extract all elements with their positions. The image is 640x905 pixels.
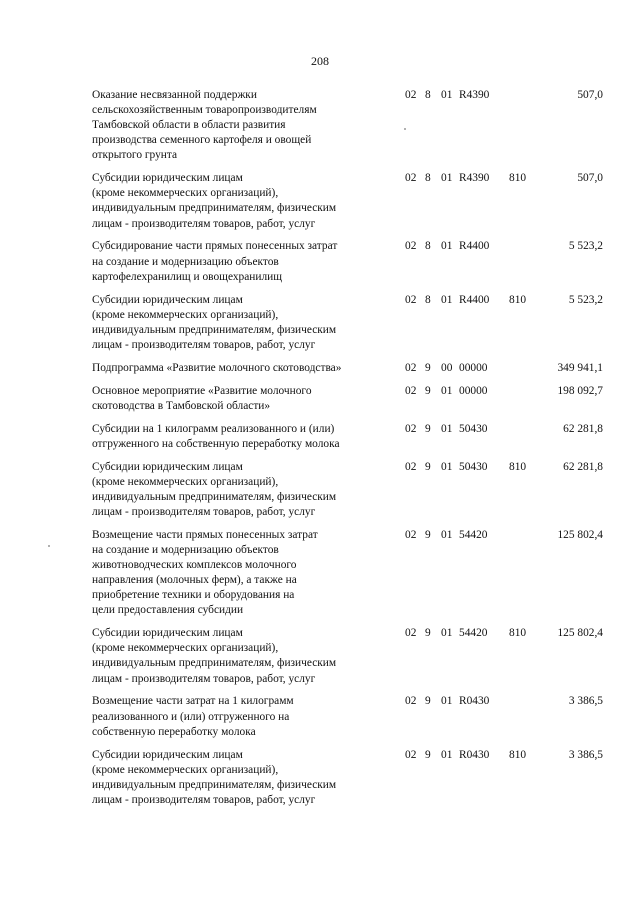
row-name-line: на создание и модернизацию объектов [92,255,279,268]
budget-row [0,694,640,747]
amount: 5 523,2 [568,240,603,253]
code-program: 02 [405,384,417,397]
row-name-line: Подпрограмма «Развитие молочного скотоводства» [92,361,342,374]
amount: 125 802,4 [557,528,603,541]
row-name-line: собственную переработку молока [92,725,256,738]
budget-row [0,361,640,384]
amount: 3 386,5 [568,748,603,761]
amount: 507,0 [577,89,603,101]
code-direction: R4390 [459,89,490,101]
code-subprogram: 9 [425,627,431,640]
code-subprogram: 9 [425,748,431,761]
amount: 507,0 [577,172,603,185]
code-direction: 50430 [459,460,488,473]
scan-speck [404,128,406,130]
code-program: 02 [405,695,417,708]
code-direction: R0430 [459,695,490,708]
amount: 125 802,4 [557,627,603,640]
page-number: 208 [311,54,329,68]
code-activity: 01 [441,460,453,473]
row-name-line: (кроме некоммерческих организаций), [92,642,279,655]
code-activity: 01 [441,528,453,541]
row-name [92,694,392,739]
row-name [92,748,392,808]
row-name-line: (кроме некоммерческих организаций), [92,308,279,321]
expense-type-code: 810 [509,293,527,306]
code-activity: 01 [441,695,453,708]
code-direction: 54420 [459,627,488,640]
row-name [92,384,392,414]
budget-row [0,88,640,171]
row-name-line: открытого грунта [92,149,178,162]
code-program: 02 [405,293,417,306]
row-name-line: сельскохозяйственным товаропроизводителям [92,104,317,117]
code-subprogram: 9 [425,361,431,374]
budget-row [0,528,640,626]
code-direction: 54420 [459,528,488,541]
code-subprogram: 8 [425,240,431,253]
code-program: 02 [405,460,417,473]
amount: 62 281,8 [563,460,603,473]
code-activity: 01 [441,293,453,306]
row-name-line: лицам - производителям товаров, работ, услуг [92,217,316,230]
code-direction: 50430 [459,422,488,435]
row-name-line: Субсидирование части прямых понесенных затрат [92,240,338,253]
row-name-line: лицам - производителям товаров, работ, услуг [92,505,316,518]
row-name-line: цели предоставления субсидии [92,604,244,617]
amount: 3 386,5 [568,695,603,708]
row-name [92,293,392,353]
code-program: 02 [405,528,417,541]
budget-row [0,171,640,239]
row-name-line: скотоводства в Тамбовской области» [92,399,271,412]
code-program: 02 [405,361,417,374]
code-subprogram: 9 [425,460,431,473]
code-direction: 00000 [459,361,488,374]
expense-type-code: 810 [509,172,527,185]
row-name-line: индивидуальным предпринимателям, физическим [92,778,337,791]
code-activity: 01 [441,384,453,397]
code-subprogram: 9 [425,384,431,397]
row-name [92,422,392,452]
budget-row [0,626,640,694]
amount: 5 523,2 [568,293,603,306]
row-name [92,528,392,619]
budget-row [0,422,640,460]
code-subprogram: 9 [425,422,431,435]
expense-type-code: 810 [509,460,527,473]
row-name-line: животноводческих комплексов молочного [92,559,297,572]
code-program: 02 [405,89,417,101]
row-name-line: Субсидии юридическим лицам [92,293,243,306]
code-activity: 01 [441,422,453,435]
row-name-line: приобретение техники и оборудования на [92,589,295,602]
row-name-line: Субсидии на 1 килограмм реализованного и (или) [92,422,335,435]
code-activity: 01 [441,89,453,101]
code-subprogram: 8 [425,89,431,101]
row-name-line: индивидуальным предпринимателям, физическим [92,490,337,503]
amount: 349 941,1 [557,361,603,374]
row-name [92,239,392,284]
code-program: 02 [405,422,417,435]
budget-row [0,293,640,361]
expense-type-code: 810 [509,627,527,640]
amount: 198 092,7 [557,384,603,397]
row-name-line: на создание и модернизацию объектов [92,543,279,556]
row-name-line: картофелехранилищ и овощехранилищ [92,270,283,283]
row-name-line: Тамбовской области в области развития [92,119,286,132]
row-name-line: (кроме некоммерческих организаций), [92,475,279,488]
row-name-line: Возмещение части прямых понесенных затрат [92,528,318,541]
row-name-line: (кроме некоммерческих организаций), [92,763,279,776]
code-activity: 01 [441,748,453,761]
code-direction: R0430 [459,748,490,761]
code-direction: 00000 [459,384,488,397]
row-name-line: (кроме некоммерческих организаций), [92,187,279,200]
row-name-line: лицам - производителям товаров, работ, услуг [92,672,316,685]
row-name [92,171,392,231]
row-name-line: Субсидии юридическим лицам [92,748,243,761]
code-direction: R4390 [459,172,490,185]
expense-type-code: 810 [509,748,527,761]
scan-speck [48,545,50,547]
row-name [92,88,392,163]
row-name-line: отгруженного на собственную переработку молока [92,437,340,450]
row-name-line: Возмещение части затрат на 1 килограмм [92,695,294,708]
row-name-line: Оказание несвязанной поддержки [92,89,257,101]
row-name-line: лицам - производителям товаров, работ, услуг [92,793,316,806]
code-direction: R4400 [459,293,490,306]
code-subprogram: 9 [425,695,431,708]
code-activity: 00 [441,361,453,374]
code-program: 02 [405,240,417,253]
budget-table [0,88,640,816]
row-name-line: Основное мероприятие «Развитие молочного [92,384,312,397]
row-name-line: Субсидии юридическим лицам [92,460,243,473]
row-name-line: Субсидии юридическим лицам [92,627,243,640]
row-name-line: направления (молочных ферм), а также на [92,574,297,587]
row-name-line: индивидуальным предпринимателям, физическим [92,657,337,670]
code-subprogram: 8 [425,293,431,306]
code-program: 02 [405,172,417,185]
row-name-line: индивидуальным предпринимателям, физическим [92,202,337,215]
row-name-line: Субсидии юридическим лицам [92,172,243,185]
amount: 62 281,8 [563,422,603,435]
budget-row [0,748,640,816]
row-name-line: реализованного и (или) отгруженного на [92,710,290,723]
row-name-line: производства семенного картофеля и овощей [92,134,312,147]
code-subprogram: 8 [425,172,431,185]
code-subprogram: 9 [425,528,431,541]
row-name [92,626,392,686]
budget-row [0,384,640,422]
row-name [92,460,392,520]
row-name-line: лицам - производителям товаров, работ, услуг [92,338,316,351]
budget-row [0,460,640,528]
row-name [92,361,392,376]
budget-row [0,239,640,292]
code-program: 02 [405,627,417,640]
code-activity: 01 [441,172,453,185]
code-activity: 01 [441,627,453,640]
code-activity: 01 [441,240,453,253]
code-program: 02 [405,748,417,761]
code-direction: R4400 [459,240,490,253]
row-name-line: индивидуальным предпринимателям, физическим [92,323,337,336]
